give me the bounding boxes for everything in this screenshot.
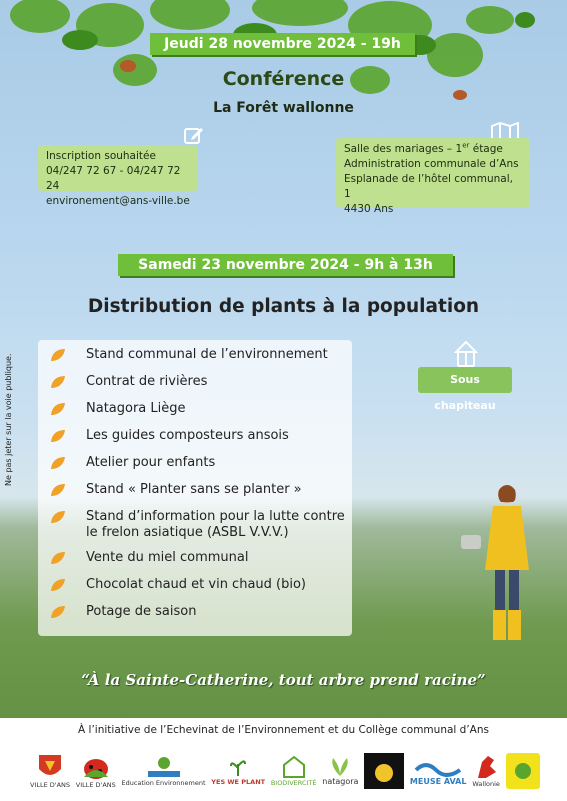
date-banner-distribution: Samedi 23 novembre 2024 - 9h à 13h	[118, 254, 453, 276]
list-item: Potage de saison	[46, 604, 356, 620]
child-watering-illustration	[455, 480, 555, 660]
date-banner-conference: Jeudi 28 novembre 2024 - 19h	[150, 33, 415, 55]
list-item: Chocolat chaud et vin chaud (bio)	[46, 577, 356, 593]
registration-email[interactable]: environement@ans-ville.be	[46, 195, 190, 207]
list-item: Stand communal de l’environnement	[46, 347, 356, 363]
location-line1: Salle des mariages – 1er étage	[344, 141, 503, 155]
proverb-quote: “À la Sainte-Catherine, tout arbre prend racine”	[81, 671, 486, 689]
partner-logos	[30, 748, 540, 794]
location-line2: Administration communale d’Ans	[344, 158, 519, 170]
leaf-icon	[50, 510, 66, 524]
wallonie-rooster-logo: Wallonie	[472, 749, 500, 793]
ladybird-logo: VILLE D'ANS	[76, 749, 116, 793]
leaf-icon	[50, 402, 66, 416]
leaf-icon	[50, 456, 66, 470]
natagora-logo: natagora	[322, 749, 358, 793]
tent-icon	[452, 340, 480, 368]
stands-list	[46, 345, 356, 620]
leaf-icon	[50, 375, 66, 389]
ans-crest-logo: VILLE D'ANS	[30, 749, 70, 793]
leaf-icon	[50, 551, 66, 565]
yes-we-plant-logo: YES WE PLANT	[211, 749, 265, 793]
registration-phones: 04/247 72 67 - 04/247 72 24	[46, 165, 181, 192]
location-line4: 4430 Ans	[344, 203, 394, 215]
maya-logo	[364, 749, 404, 793]
location-box	[336, 138, 530, 215]
location-line3: Esplanade de l’hôtel communal, 1	[344, 173, 513, 200]
list-item: Contrat de rivières	[46, 374, 356, 390]
leaf-icon	[50, 605, 66, 619]
edit-icon	[183, 124, 205, 146]
distribution-heading: Distribution de plants à la population	[87, 296, 480, 317]
list-item: Atelier pour enfants	[46, 455, 356, 471]
footer-initiative: À l’initiative de l’Echevinat de l’Environnement et du Collège communal d’Ans	[78, 724, 489, 736]
list-item: Vente du miel communal	[46, 550, 356, 566]
list-item: Natagora Liège	[46, 401, 356, 417]
ans-yellow-logo	[506, 749, 540, 793]
leaf-icon	[50, 429, 66, 443]
tent-label: Sous chapiteau	[418, 367, 512, 393]
side-note: Ne pas jeter sur la voie publique.	[4, 353, 13, 487]
event-type: Conférence	[222, 68, 345, 90]
list-item: Stand « Planter sans se planter »	[46, 482, 356, 498]
education-environnement-logo: Education Environnement	[122, 749, 206, 793]
list-item: Les guides composteurs ansois	[46, 428, 356, 444]
registration-heading: Inscription souhaitée	[46, 150, 156, 162]
event-title: La Forêt wallonne	[213, 100, 354, 116]
meuse-aval-logo: MEUSE AVAL	[410, 749, 467, 793]
biodivercite-logo: BIODIVERCITÉ	[271, 749, 317, 793]
list-item: Stand d’information pour la lutte contre le frelon asiatique (ASBL V.V.V.)	[46, 509, 356, 541]
registration-box	[38, 145, 198, 207]
leaf-icon	[50, 348, 66, 362]
leaf-icon	[50, 483, 66, 497]
leaf-icon	[50, 578, 66, 592]
